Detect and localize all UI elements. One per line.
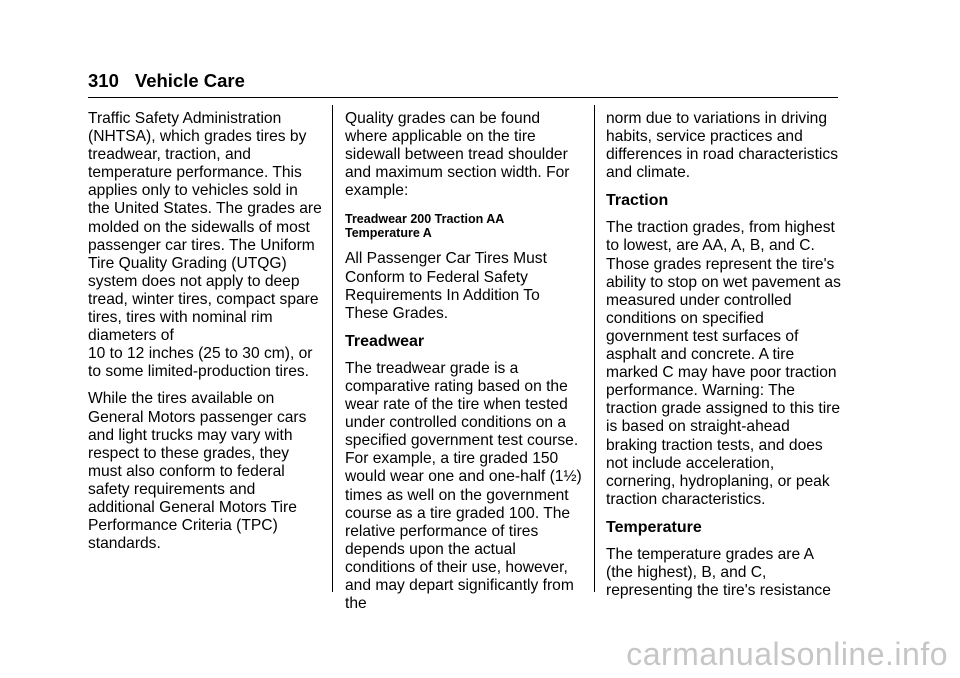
text-column-3 [606,110,842,609]
paragraph-treadwear: The treadwear grade is a comparative rating based on the wear rate of the tire when tested under controlled conditions on a specified government test course. For example, a tire graded 150 would wear one and one-half (1½) times as well on the government course as a tire graded 100. The relative performance of tires depends upon the actual conditions of their use, however, and may depart significantly from the [345,359,582,613]
grade-example-line-1: Treadwear 200 Traction AA [345,212,505,227]
text-column-2 [345,110,583,622]
heading-traction: Traction [606,192,669,210]
grade-example [345,212,583,240]
paragraph-temperature: The temperature grades are A (the highest), B, and C, representing the tire's resistance [606,545,831,600]
site-watermark: carmanualsonline.info [626,636,948,672]
paragraph-treadwear-continued: norm due to variations in driving habits, service practices and differences in road characteristics and climate. [606,110,838,182]
paragraph-utqg-intro [88,110,322,381]
paragraph-utqg-intro-tail: 10 to 12 inches (25 to 30 cm), or to some limited-production tires. [88,345,313,381]
paragraph-quality-grades: Quality grades can be found where applicable on the tire sidewall between tread shoulder and maximum section width. For example: [345,110,570,200]
page-header [88,70,245,92]
paragraph-federal-requirements: All Passenger Car Tires Must Conform to Federal Safety Requirements In Addition To These Grades. [345,250,547,322]
section-title: Vehicle Care [134,70,245,91]
column-divider-1 [332,105,333,592]
paragraph-gm-tpc: While the tires available on General Motors passenger cars and light trucks may vary with respect to these grades, they must also conform to federal safety requirements and additional General Motors Tire Performance Criteria (TPC) standards. [88,390,307,553]
paragraph-traction: The traction grades, from highest to lowest, are AA, A, B, and C. Those grades represent the tire's ability to stop on wet pavement as measured under controlled conditions on specified government test surfaces of asphalt and concrete. A tire marked C may have poor traction performance. Warning: The traction grade assigned to this tire is based on straight-ahead braking traction tests, and does not include acceleration, cornering, hydroplaning, or peak traction characteristics. [606,219,841,508]
text-column-1 [88,110,322,562]
column-divider-2 [594,105,595,592]
grade-example-line-2: Temperature A [345,226,432,241]
heading-temperature: Temperature [606,518,702,536]
paragraph-utqg-intro-text: Traffic Safety Administration (NHTSA), which grades tires by treadwear, traction, and temperature performance. This applies only to vehicles sold in the United States. The grades are molded on the sidewalls of most passenger car tires. The Uniform Tire Quality Grading (UTQG) system does not apply to deep tread, winter tires, compact spare tires, tires with nominal rim diameters of [88,110,322,345]
header-rule [88,97,838,98]
page-number: 310 [88,70,119,91]
heading-treadwear: Treadwear [345,332,425,350]
